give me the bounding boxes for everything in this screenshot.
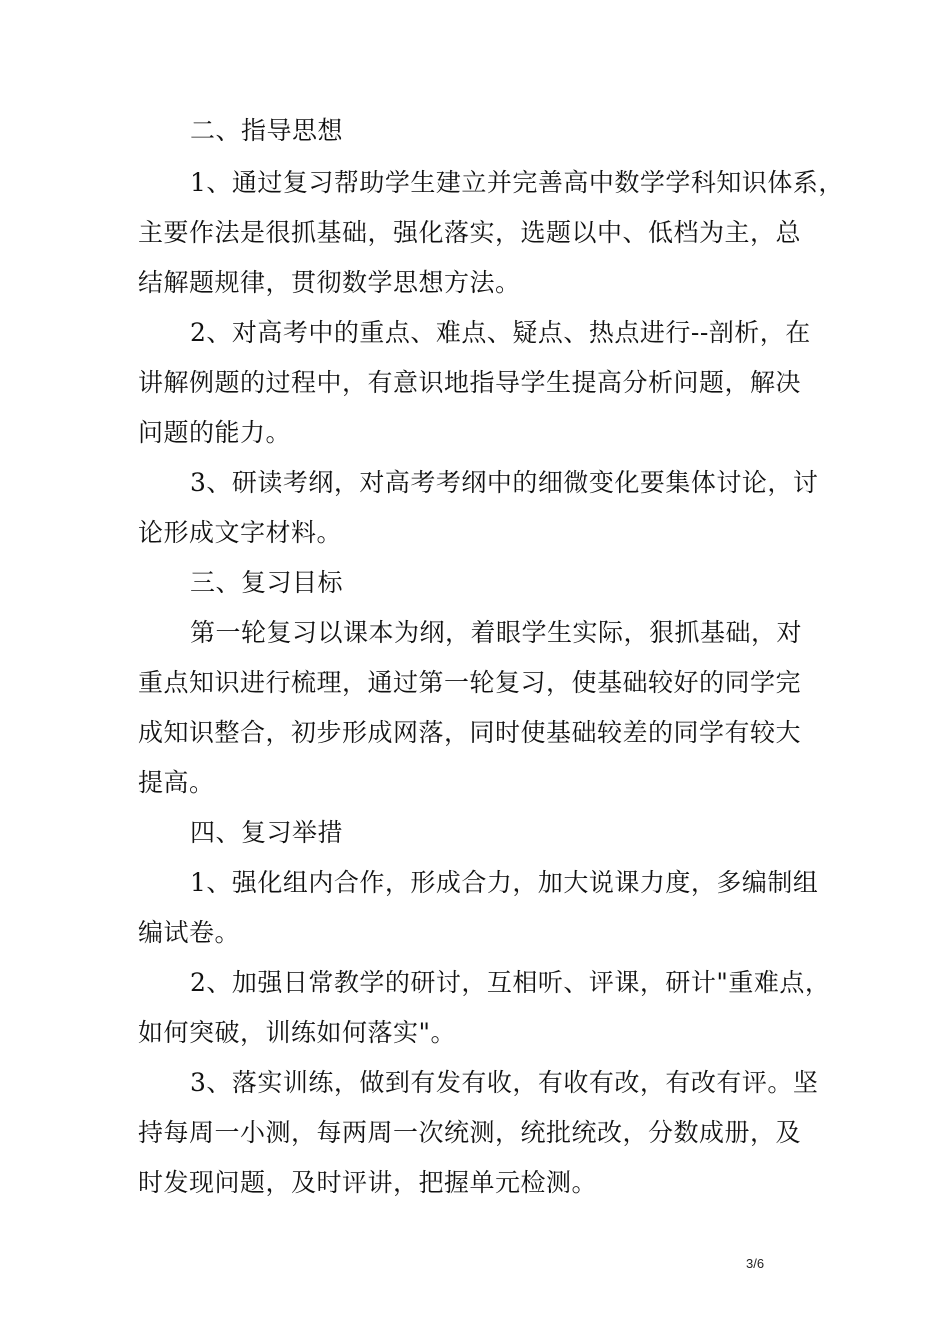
paragraph-line: 论形成文字材料。 bbox=[138, 518, 343, 547]
paragraph-line: 讲解例题的过程中，有意识地指导学生提高分析问题，解决 bbox=[138, 368, 802, 397]
paragraph-line: 时发现问题，及时评讲，把握单元检测。 bbox=[138, 1168, 598, 1197]
section-heading-guiding-thought: 二、指导思想 bbox=[190, 116, 344, 145]
section-heading-review-measures: 四、复习举措 bbox=[190, 818, 344, 847]
paragraph-line: 1、通过复习帮助学生建立并完善高中数学学科知识体系， bbox=[190, 168, 844, 197]
paragraph-line: 编试卷。 bbox=[138, 918, 241, 947]
paragraph-line: 主要作法是很抓基础，强化落实，选题以中、低档为主，总 bbox=[138, 218, 802, 247]
section-heading-review-goals: 三、复习目标 bbox=[190, 568, 344, 597]
paragraph-line: 问题的能力。 bbox=[138, 418, 292, 447]
paragraph-line: 3、落实训练，做到有发有收，有收有改，有改有评。坚 bbox=[190, 1068, 819, 1097]
paragraph-line: 结解题规律，贯彻数学思想方法。 bbox=[138, 268, 521, 297]
paragraph-line: 第一轮复习以课本为纲，着眼学生实际，狠抓基础，对 bbox=[190, 618, 803, 647]
paragraph-line: 持每周一小测，每两周一次统测，统批统改，分数成册，及 bbox=[138, 1118, 802, 1147]
paragraph-line: 1、强化组内合作，形成合力，加大说课力度，多编制组 bbox=[190, 868, 819, 897]
paragraph-line: 重点知识进行梳理，通过第一轮复习，使基础较好的同学完 bbox=[138, 668, 802, 697]
paragraph-line: 2、对高考中的重点、难点、疑点、热点进行--剖析，在 bbox=[190, 318, 811, 347]
paragraph-line: 如何突破，训练如何落实"。 bbox=[138, 1018, 457, 1047]
page-number: 3/6 bbox=[746, 1256, 765, 1271]
paragraph-line: 提高。 bbox=[138, 768, 215, 797]
paragraph-line: 成知识整合，初步形成网落，同时使基础较差的同学有较大 bbox=[138, 718, 802, 747]
paragraph-line: 2、加强日常教学的研讨，互相听、评课，研计"重难点， bbox=[190, 968, 831, 997]
paragraph-line: 3、研读考纲，对高考考纲中的细微变化要集体讨论，讨 bbox=[190, 468, 819, 497]
